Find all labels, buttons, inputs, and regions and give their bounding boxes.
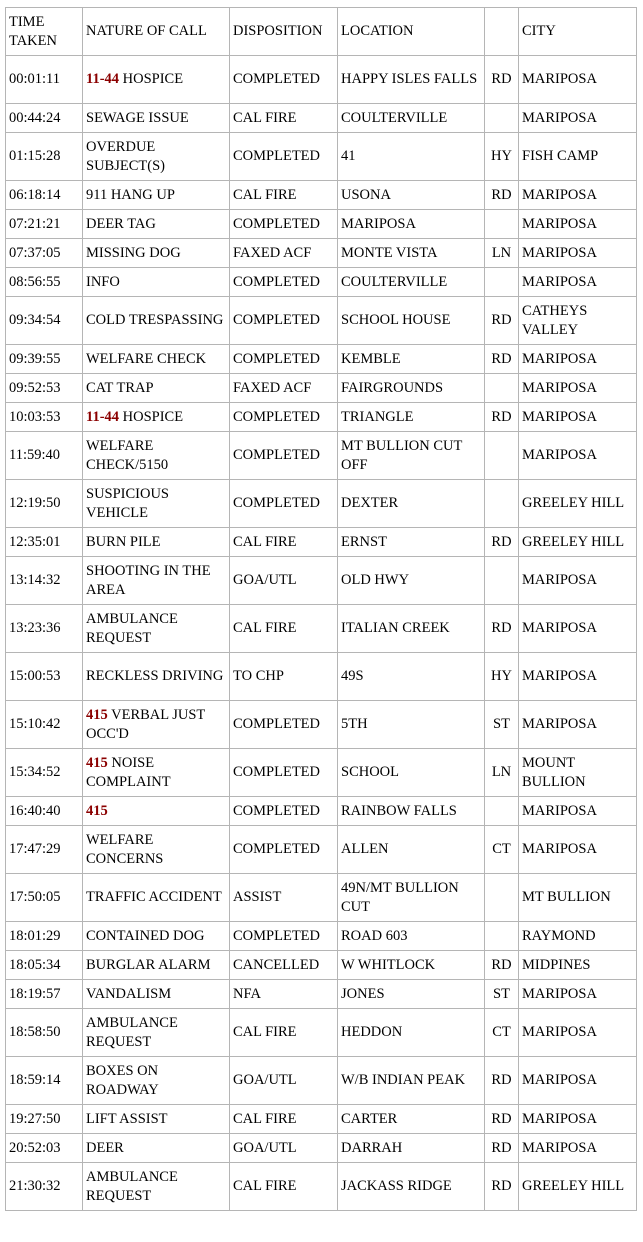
cell-nature: [83, 980, 230, 1009]
cell-time: 17:47:29: [6, 826, 83, 874]
cell-time: 12:19:50: [6, 480, 83, 528]
cell-disposition: COMPLETED: [230, 797, 338, 826]
call-nature-text: BOXES ON ROADWAY: [86, 1062, 159, 1098]
cell-location: USONA: [338, 181, 485, 210]
cell-disposition: CAL FIRE: [230, 528, 338, 557]
cell-disposition: COMPLETED: [230, 210, 338, 239]
cell-suffix: RD: [485, 1163, 519, 1211]
table-row: [6, 951, 637, 980]
cell-location: DEXTER: [338, 480, 485, 528]
cell-location: COULTERVILLE: [338, 268, 485, 297]
call-code: 415: [86, 754, 108, 771]
cell-disposition: CAL FIRE: [230, 1105, 338, 1134]
cell-disposition: GOA/UTL: [230, 557, 338, 605]
cell-suffix: CT: [485, 1009, 519, 1057]
cell-nature: [83, 557, 230, 605]
cell-disposition: COMPLETED: [230, 432, 338, 480]
cell-nature: [83, 181, 230, 210]
cell-city: MIDPINES: [519, 951, 637, 980]
cell-nature: [83, 826, 230, 874]
cell-suffix: RD: [485, 1057, 519, 1105]
cell-nature: [83, 1057, 230, 1105]
cell-suffix: RD: [485, 1105, 519, 1134]
call-nature-text: NOISE COMPLAINT: [86, 754, 171, 790]
call-nature-text: BURGLAR ALARM: [86, 956, 211, 973]
cell-location: 5TH: [338, 701, 485, 749]
header-location: LOCATION: [338, 8, 485, 56]
call-code: 415: [86, 802, 108, 819]
table-row: [6, 980, 637, 1009]
cell-time: 21:30:32: [6, 1163, 83, 1211]
cell-time: 07:37:05: [6, 239, 83, 268]
cell-location: HEDDON: [338, 1009, 485, 1057]
table-row: [6, 701, 637, 749]
cell-location: 49N/MT BULLION CUT: [338, 874, 485, 922]
call-nature-text: CAT TRAP: [86, 379, 154, 396]
cell-nature: [83, 653, 230, 701]
table-row: [6, 557, 637, 605]
cell-city: MARIPOSA: [519, 403, 637, 432]
cell-nature: [83, 701, 230, 749]
call-nature-text: INFO: [86, 273, 120, 290]
cell-disposition: COMPLETED: [230, 133, 338, 181]
cell-location: TRIANGLE: [338, 403, 485, 432]
table-row: [6, 56, 637, 104]
cell-suffix: RD: [485, 297, 519, 345]
cell-city: MARIPOSA: [519, 210, 637, 239]
table-row: [6, 133, 637, 181]
cell-location: DARRAH: [338, 1134, 485, 1163]
call-nature-text: SHOOTING IN THE AREA: [86, 562, 211, 598]
cell-disposition: COMPLETED: [230, 701, 338, 749]
call-code: 415: [86, 706, 108, 723]
cell-city: MARIPOSA: [519, 701, 637, 749]
table-row: [6, 297, 637, 345]
call-nature-text: AMBULANCE REQUEST: [86, 1168, 178, 1204]
cell-suffix: RD: [485, 605, 519, 653]
cell-nature: [83, 1105, 230, 1134]
cell-city: MARIPOSA: [519, 1057, 637, 1105]
cell-nature: [83, 403, 230, 432]
cell-location: FAIRGROUNDS: [338, 374, 485, 403]
cell-suffix: [485, 268, 519, 297]
call-nature-text: SEWAGE ISSUE: [86, 109, 189, 126]
cell-disposition: FAXED ACF: [230, 374, 338, 403]
call-nature-text: HOSPICE: [122, 408, 184, 425]
table-row: [6, 1009, 637, 1057]
cell-nature: [83, 1134, 230, 1163]
cell-location: ROAD 603: [338, 922, 485, 951]
cell-city: GREELEY HILL: [519, 1163, 637, 1211]
cell-nature: [83, 239, 230, 268]
table-row: [6, 528, 637, 557]
cell-time: 18:58:50: [6, 1009, 83, 1057]
cell-time: 00:01:11: [6, 56, 83, 104]
cell-time: 09:39:55: [6, 345, 83, 374]
cell-disposition: GOA/UTL: [230, 1134, 338, 1163]
cell-disposition: GOA/UTL: [230, 1057, 338, 1105]
call-code: 11-44: [86, 71, 120, 87]
cell-city: MARIPOSA: [519, 268, 637, 297]
table-row: [6, 104, 637, 133]
cell-disposition: CANCELLED: [230, 951, 338, 980]
call-nature-text: HOSPICE: [122, 71, 184, 87]
cell-location: CARTER: [338, 1105, 485, 1134]
cell-time: 13:23:36: [6, 605, 83, 653]
cell-suffix: HY: [485, 133, 519, 181]
call-nature-text: AMBULANCE REQUEST: [86, 610, 178, 646]
table-row: [6, 1105, 637, 1134]
call-nature-text: WELFARE CONCERNS: [86, 831, 164, 867]
cell-disposition: COMPLETED: [230, 480, 338, 528]
cell-city: MARIPOSA: [519, 605, 637, 653]
cell-suffix: RD: [485, 181, 519, 210]
cell-time: 08:56:55: [6, 268, 83, 297]
cell-city: MARIPOSA: [519, 239, 637, 268]
cell-nature: [83, 104, 230, 133]
cell-location: ERNST: [338, 528, 485, 557]
cell-nature: [83, 297, 230, 345]
table-row: [6, 797, 637, 826]
header-row: [6, 8, 637, 56]
cell-suffix: HY: [485, 653, 519, 701]
cell-city: MARIPOSA: [519, 104, 637, 133]
cell-suffix: [485, 210, 519, 239]
cell-nature: [83, 374, 230, 403]
cell-disposition: CAL FIRE: [230, 104, 338, 133]
cell-nature: [83, 210, 230, 239]
table-row: [6, 345, 637, 374]
cell-time: 06:18:14: [6, 181, 83, 210]
cell-location: MT BULLION CUT OFF: [338, 432, 485, 480]
cell-city: GREELEY HILL: [519, 480, 637, 528]
cell-location: MONTE VISTA: [338, 239, 485, 268]
call-nature-text: SUSPICIOUS VEHICLE: [86, 485, 169, 521]
cell-time: 10:03:53: [6, 403, 83, 432]
cell-location: 49S: [338, 653, 485, 701]
cell-disposition: ASSIST: [230, 874, 338, 922]
cell-nature: [83, 528, 230, 557]
cell-city: MARIPOSA: [519, 56, 637, 104]
cell-suffix: RD: [485, 345, 519, 374]
cell-location: KEMBLE: [338, 345, 485, 374]
cell-city: MARIPOSA: [519, 826, 637, 874]
cell-time: 20:52:03: [6, 1134, 83, 1163]
cell-nature: [83, 797, 230, 826]
cell-suffix: [485, 480, 519, 528]
cell-disposition: COMPLETED: [230, 749, 338, 797]
cell-location: ALLEN: [338, 826, 485, 874]
cell-city: MARIPOSA: [519, 1009, 637, 1057]
cell-location: W/B INDIAN PEAK: [338, 1057, 485, 1105]
cell-location: HAPPY ISLES FALLS: [338, 56, 485, 104]
call-nature-text: RECKLESS DRIVING: [86, 668, 224, 684]
cell-suffix: ST: [485, 701, 519, 749]
cell-location: RAINBOW FALLS: [338, 797, 485, 826]
cell-time: 07:21:21: [6, 210, 83, 239]
cell-time: 18:19:57: [6, 980, 83, 1009]
call-nature-text: WELFARE CHECK: [86, 350, 207, 367]
call-nature-text: LIFT ASSIST: [86, 1110, 168, 1127]
cell-disposition: COMPLETED: [230, 56, 338, 104]
cell-disposition: CAL FIRE: [230, 181, 338, 210]
cell-suffix: [485, 797, 519, 826]
cell-nature: [83, 268, 230, 297]
cell-time: 12:35:01: [6, 528, 83, 557]
header-suffix: [485, 8, 519, 56]
table-row: [6, 1134, 637, 1163]
cell-city: RAYMOND: [519, 922, 637, 951]
cell-time: 09:52:53: [6, 374, 83, 403]
cell-city: MARIPOSA: [519, 1105, 637, 1134]
call-nature-text: CONTAINED DOG: [86, 927, 205, 944]
cell-location: SCHOOL HOUSE: [338, 297, 485, 345]
call-nature-text: 911 HANG UP: [86, 186, 175, 203]
cell-location: W WHITLOCK: [338, 951, 485, 980]
cell-city: GREELEY HILL: [519, 528, 637, 557]
cell-nature: [83, 874, 230, 922]
table-row: [6, 653, 637, 701]
table-row: [6, 826, 637, 874]
cell-disposition: COMPLETED: [230, 268, 338, 297]
table-row: [6, 749, 637, 797]
call-nature-text: VANDALISM: [86, 985, 172, 1002]
cell-disposition: COMPLETED: [230, 345, 338, 374]
cell-suffix: LN: [485, 749, 519, 797]
cell-time: 13:14:32: [6, 557, 83, 605]
cell-suffix: LN: [485, 239, 519, 268]
cell-city: MARIPOSA: [519, 345, 637, 374]
cell-location: 41: [338, 133, 485, 181]
cell-nature: [83, 1163, 230, 1211]
cell-time: 16:40:40: [6, 797, 83, 826]
cell-time: 01:15:28: [6, 133, 83, 181]
table-row: [6, 480, 637, 528]
cell-disposition: COMPLETED: [230, 297, 338, 345]
cell-disposition: CAL FIRE: [230, 1163, 338, 1211]
cell-city: CATHEYS VALLEY: [519, 297, 637, 345]
cell-location: SCHOOL: [338, 749, 485, 797]
table-row: [6, 239, 637, 268]
cell-suffix: RD: [485, 1134, 519, 1163]
cell-disposition: CAL FIRE: [230, 605, 338, 653]
cell-suffix: CT: [485, 826, 519, 874]
cell-suffix: RD: [485, 951, 519, 980]
call-nature-text: MISSING DOG: [86, 244, 181, 261]
cell-time: 11:59:40: [6, 432, 83, 480]
header-disposition: DISPOSITION: [230, 8, 338, 56]
cell-suffix: [485, 874, 519, 922]
cell-suffix: ST: [485, 980, 519, 1009]
cell-city: MARIPOSA: [519, 653, 637, 701]
cell-city: MARIPOSA: [519, 432, 637, 480]
table-row: [6, 922, 637, 951]
cell-time: 18:01:29: [6, 922, 83, 951]
header-time: TIME TAKEN: [6, 8, 83, 56]
cell-time: 15:10:42: [6, 701, 83, 749]
cell-nature: [83, 951, 230, 980]
cell-disposition: COMPLETED: [230, 922, 338, 951]
cell-nature: [83, 56, 230, 104]
cell-disposition: TO CHP: [230, 653, 338, 701]
call-nature-text: OVERDUE SUBJECT(S): [86, 138, 165, 174]
cell-time: 15:00:53: [6, 653, 83, 701]
table-row: [6, 268, 637, 297]
cell-disposition: CAL FIRE: [230, 1009, 338, 1057]
call-nature-text: COLD TRESPASSING: [86, 312, 224, 328]
header-city: CITY: [519, 8, 637, 56]
cell-nature: [83, 922, 230, 951]
table-row: [6, 403, 637, 432]
cell-city: FISH CAMP: [519, 133, 637, 181]
cell-disposition: NFA: [230, 980, 338, 1009]
call-nature-text: BURN PILE: [86, 533, 161, 550]
cell-suffix: [485, 557, 519, 605]
call-nature-text: VERBAL JUST OCC'D: [86, 706, 205, 742]
cell-nature: [83, 133, 230, 181]
call-log-table: [5, 7, 637, 1211]
cell-disposition: COMPLETED: [230, 826, 338, 874]
table-row: [6, 181, 637, 210]
header-nature: NATURE OF CALL: [83, 8, 230, 56]
cell-city: MARIPOSA: [519, 181, 637, 210]
cell-location: OLD HWY: [338, 557, 485, 605]
cell-disposition: FAXED ACF: [230, 239, 338, 268]
call-nature-text: WELFARE CHECK/5150: [86, 437, 169, 473]
table-row: [6, 374, 637, 403]
cell-location: JACKASS RIDGE: [338, 1163, 485, 1211]
cell-suffix: RD: [485, 403, 519, 432]
cell-nature: [83, 1009, 230, 1057]
cell-suffix: [485, 922, 519, 951]
cell-time: 18:59:14: [6, 1057, 83, 1105]
call-nature-text: AMBULANCE REQUEST: [86, 1014, 178, 1050]
cell-time: 18:05:34: [6, 951, 83, 980]
cell-suffix: RD: [485, 56, 519, 104]
cell-suffix: RD: [485, 528, 519, 557]
cell-nature: [83, 345, 230, 374]
cell-time: 00:44:24: [6, 104, 83, 133]
cell-time: 19:27:50: [6, 1105, 83, 1134]
cell-city: MOUNT BULLION: [519, 749, 637, 797]
cell-location: MARIPOSA: [338, 210, 485, 239]
cell-suffix: [485, 374, 519, 403]
cell-city: MT BULLION: [519, 874, 637, 922]
call-nature-text: DEER TAG: [86, 215, 156, 232]
cell-location: COULTERVILLE: [338, 104, 485, 133]
cell-nature: [83, 480, 230, 528]
call-nature-text: DEER: [86, 1139, 124, 1156]
cell-location: JONES: [338, 980, 485, 1009]
cell-location: ITALIAN CREEK: [338, 605, 485, 653]
cell-nature: [83, 749, 230, 797]
table-row: [6, 605, 637, 653]
table-row: [6, 432, 637, 480]
table-row: [6, 874, 637, 922]
cell-disposition: COMPLETED: [230, 403, 338, 432]
cell-nature: [83, 432, 230, 480]
cell-time: 09:34:54: [6, 297, 83, 345]
cell-city: MARIPOSA: [519, 557, 637, 605]
cell-city: MARIPOSA: [519, 374, 637, 403]
cell-nature: [83, 605, 230, 653]
call-code: 11-44: [86, 408, 120, 425]
cell-time: 17:50:05: [6, 874, 83, 922]
table-row: [6, 1163, 637, 1211]
table-row: [6, 210, 637, 239]
cell-city: MARIPOSA: [519, 980, 637, 1009]
table-row: [6, 1057, 637, 1105]
cell-suffix: [485, 104, 519, 133]
cell-suffix: [485, 432, 519, 480]
call-nature-text: TRAFFIC ACCIDENT: [86, 889, 222, 905]
cell-city: MARIPOSA: [519, 1134, 637, 1163]
cell-city: MARIPOSA: [519, 797, 637, 826]
cell-time: 15:34:52: [6, 749, 83, 797]
